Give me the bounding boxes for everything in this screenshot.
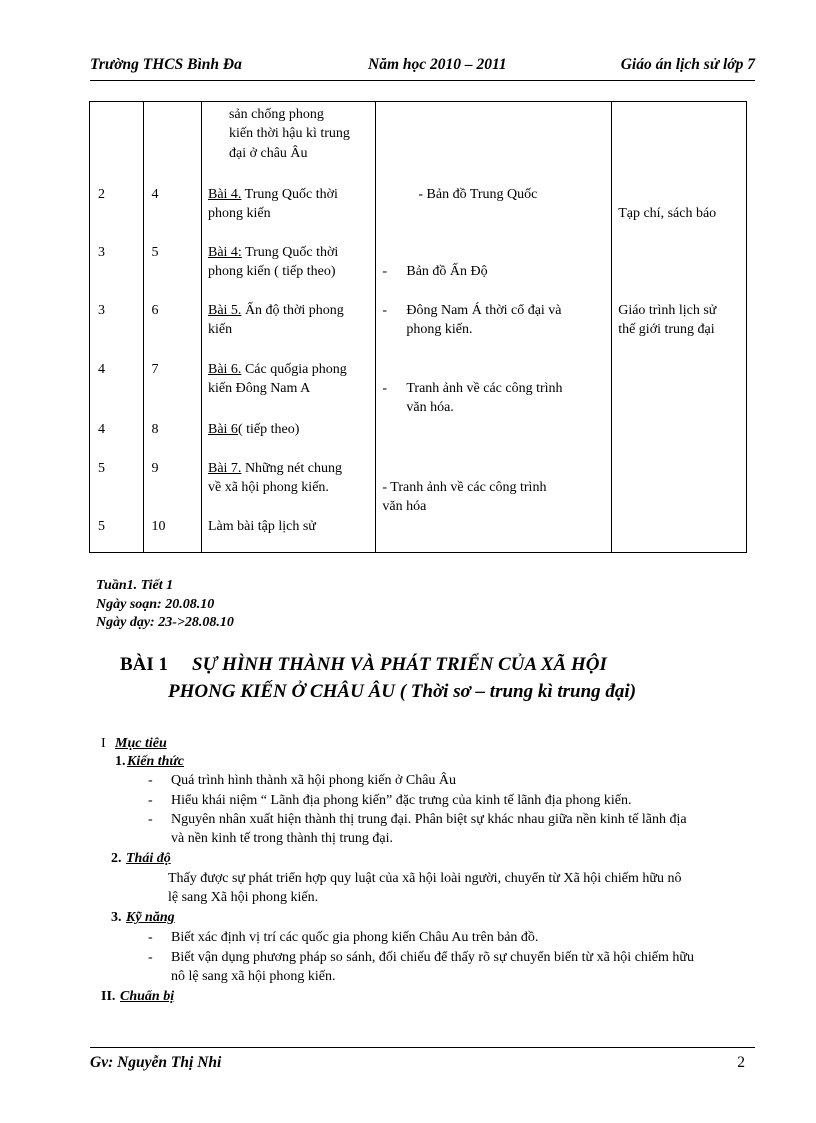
lesson-continuation: đại ở châu Âu [228,146,308,161]
material-item: - Tranh ảnh về các công trình [382,480,547,495]
school-year: Năm học 2010 – 2011 [368,56,507,73]
lesson-entry: Bài 7. Những nét chung [207,461,342,476]
lesson-entry-line: về xã hội phong kiến. [207,480,329,495]
bullet-dash: - [382,381,388,396]
material-item: Tranh ảnh về các công trình [406,381,563,396]
material-item-line: văn hóa [382,499,427,514]
material-item: Đông Nam Á thời cổ đại và [406,303,562,318]
period-value: 5 [151,245,159,260]
bullet-dash: - [382,303,388,318]
prep-date: Ngày soạn: 20.08.10 [96,596,215,612]
week-value: 4 [98,422,105,437]
week-value: 3 [98,245,105,260]
references-column [612,102,746,552]
reference-item: Giáo trình lịch sử [618,303,717,318]
page-footer [90,1047,755,1071]
knowledge-item: Quá trình hình thành xã hội phong kiến ở Châu Âu [171,773,457,788]
period-value: 4 [151,187,159,202]
lesson-entry: Bài 4: Trung Quốc thời [207,245,339,260]
lesson-entry: Làm bài tập lịch sử [207,519,316,534]
reference-item-line: thế giới trung đại [618,322,715,337]
week-value: 4 [98,362,105,377]
lesson-continuation: sản chống phong [228,107,324,122]
lesson-title-line: SỰ HÌNH THÀNH VÀ PHÁT TRIỂN CỦA XÃ HỘI [192,654,607,675]
section-number: II. [101,989,116,1004]
lesson-entry: Bài 4. Trung Quốc thời [207,187,338,202]
week-value: 5 [98,461,105,476]
teacher-name: Gv: Nguyễn Thị Nhi [90,1054,222,1071]
subsection-heading: Thái độ [126,851,171,866]
lesson-entry-line: phong kiến ( tiếp theo) [207,264,336,279]
materials-column [376,102,611,552]
week-period: Tuần1. Tiết 1 [96,578,174,593]
material-item: - Bản đồ Trung Quốc [418,187,538,202]
school-name: Trường THCS Bình Đa [90,56,242,73]
lesson-entry-line: phong kiến [207,206,271,221]
lesson-column [202,102,375,552]
knowledge-item-line: và nền kinh tế trong thành thị trung đại. [171,831,394,846]
material-item-line: phong kiến. [406,322,473,337]
material-item: Bản đồ Ấn Độ [406,264,488,279]
lesson-meta [96,577,234,633]
subsection-heading: Kỹ năng [126,910,175,925]
material-item-line: văn hóa. [406,400,454,415]
period-column [144,102,201,552]
knowledge-item: Hiểu khái niệm “ Lãnh địa phong kiến” đặc trưng của kinh tế lãnh địa phong kiến. [171,793,632,808]
skill-item: Biết vận dụng phương pháp so sánh, đối chiếu để thấy rõ sự chuyển biến từ xã hội chiếm hữu [171,950,694,965]
section-heading: Mục tiêu [115,736,167,751]
lesson-entry: Bài 5. Ấn độ thời phong [207,303,344,318]
lesson-title-line: PHONG KIẾN Ở CHÂU ÂU ( Thời sơ – trung kì trung đại) [168,681,637,702]
period-value: 7 [151,362,159,377]
week-value: 3 [98,303,105,318]
lesson-entry: Bài 6( tiếp theo) [207,422,300,437]
week-value: 2 [98,187,105,202]
lesson-continuation: kiến thời hậu kì trung [228,126,350,141]
subsection-number: 1. [115,754,126,769]
period-value: 10 [151,519,166,534]
subsection-heading: Kiến thức [127,754,185,769]
lesson-entry-line: kiến [207,322,233,337]
skill-item-line: nô lệ sang xã hội phong kiến. [171,969,336,984]
lesson-entry-line: kiến Đông Nam A [207,381,311,396]
lesson-schedule-table [89,101,747,553]
page-number: 2 [737,1054,745,1071]
bullet-dash: - [382,264,388,279]
lesson-entry: Bài 6. Các quốgia phong [207,362,347,377]
week-column [90,102,143,552]
page-header [90,56,755,81]
attitude-line: Thấy được sự phát triển hợp quy luật của xã hội loài người, chuyển từ Xã hội chiếm hữu nô [168,871,682,886]
subsection-number: 3. [111,910,122,925]
subsection-number: 2. [111,851,122,866]
reference-item: Tạp chí, sách báo [618,206,717,221]
knowledge-item: Nguyên nhân xuất hiện thành thị trung đại. Phân biệt sự khác nhau giữa nền kinh tế lãnh địa [171,812,687,827]
subject-title: Giáo án lịch sử lớp 7 [620,56,755,73]
period-value: 9 [151,461,159,476]
week-value: 5 [98,519,105,534]
teach-date: Ngày dạy: 23->28.08.10 [96,615,234,630]
attitude-line: lệ sang Xã hội phong kiến. [168,890,319,905]
section-number: I [101,736,106,751]
period-value: 6 [151,303,159,318]
lesson-number: BÀI 1 [120,654,169,675]
section-heading: Chuẩn bị [120,989,175,1004]
period-value: 8 [151,422,159,437]
skill-item: Biết xác định vị trí các quốc gia phong kiến Châu Au trên bản đồ. [171,930,539,945]
